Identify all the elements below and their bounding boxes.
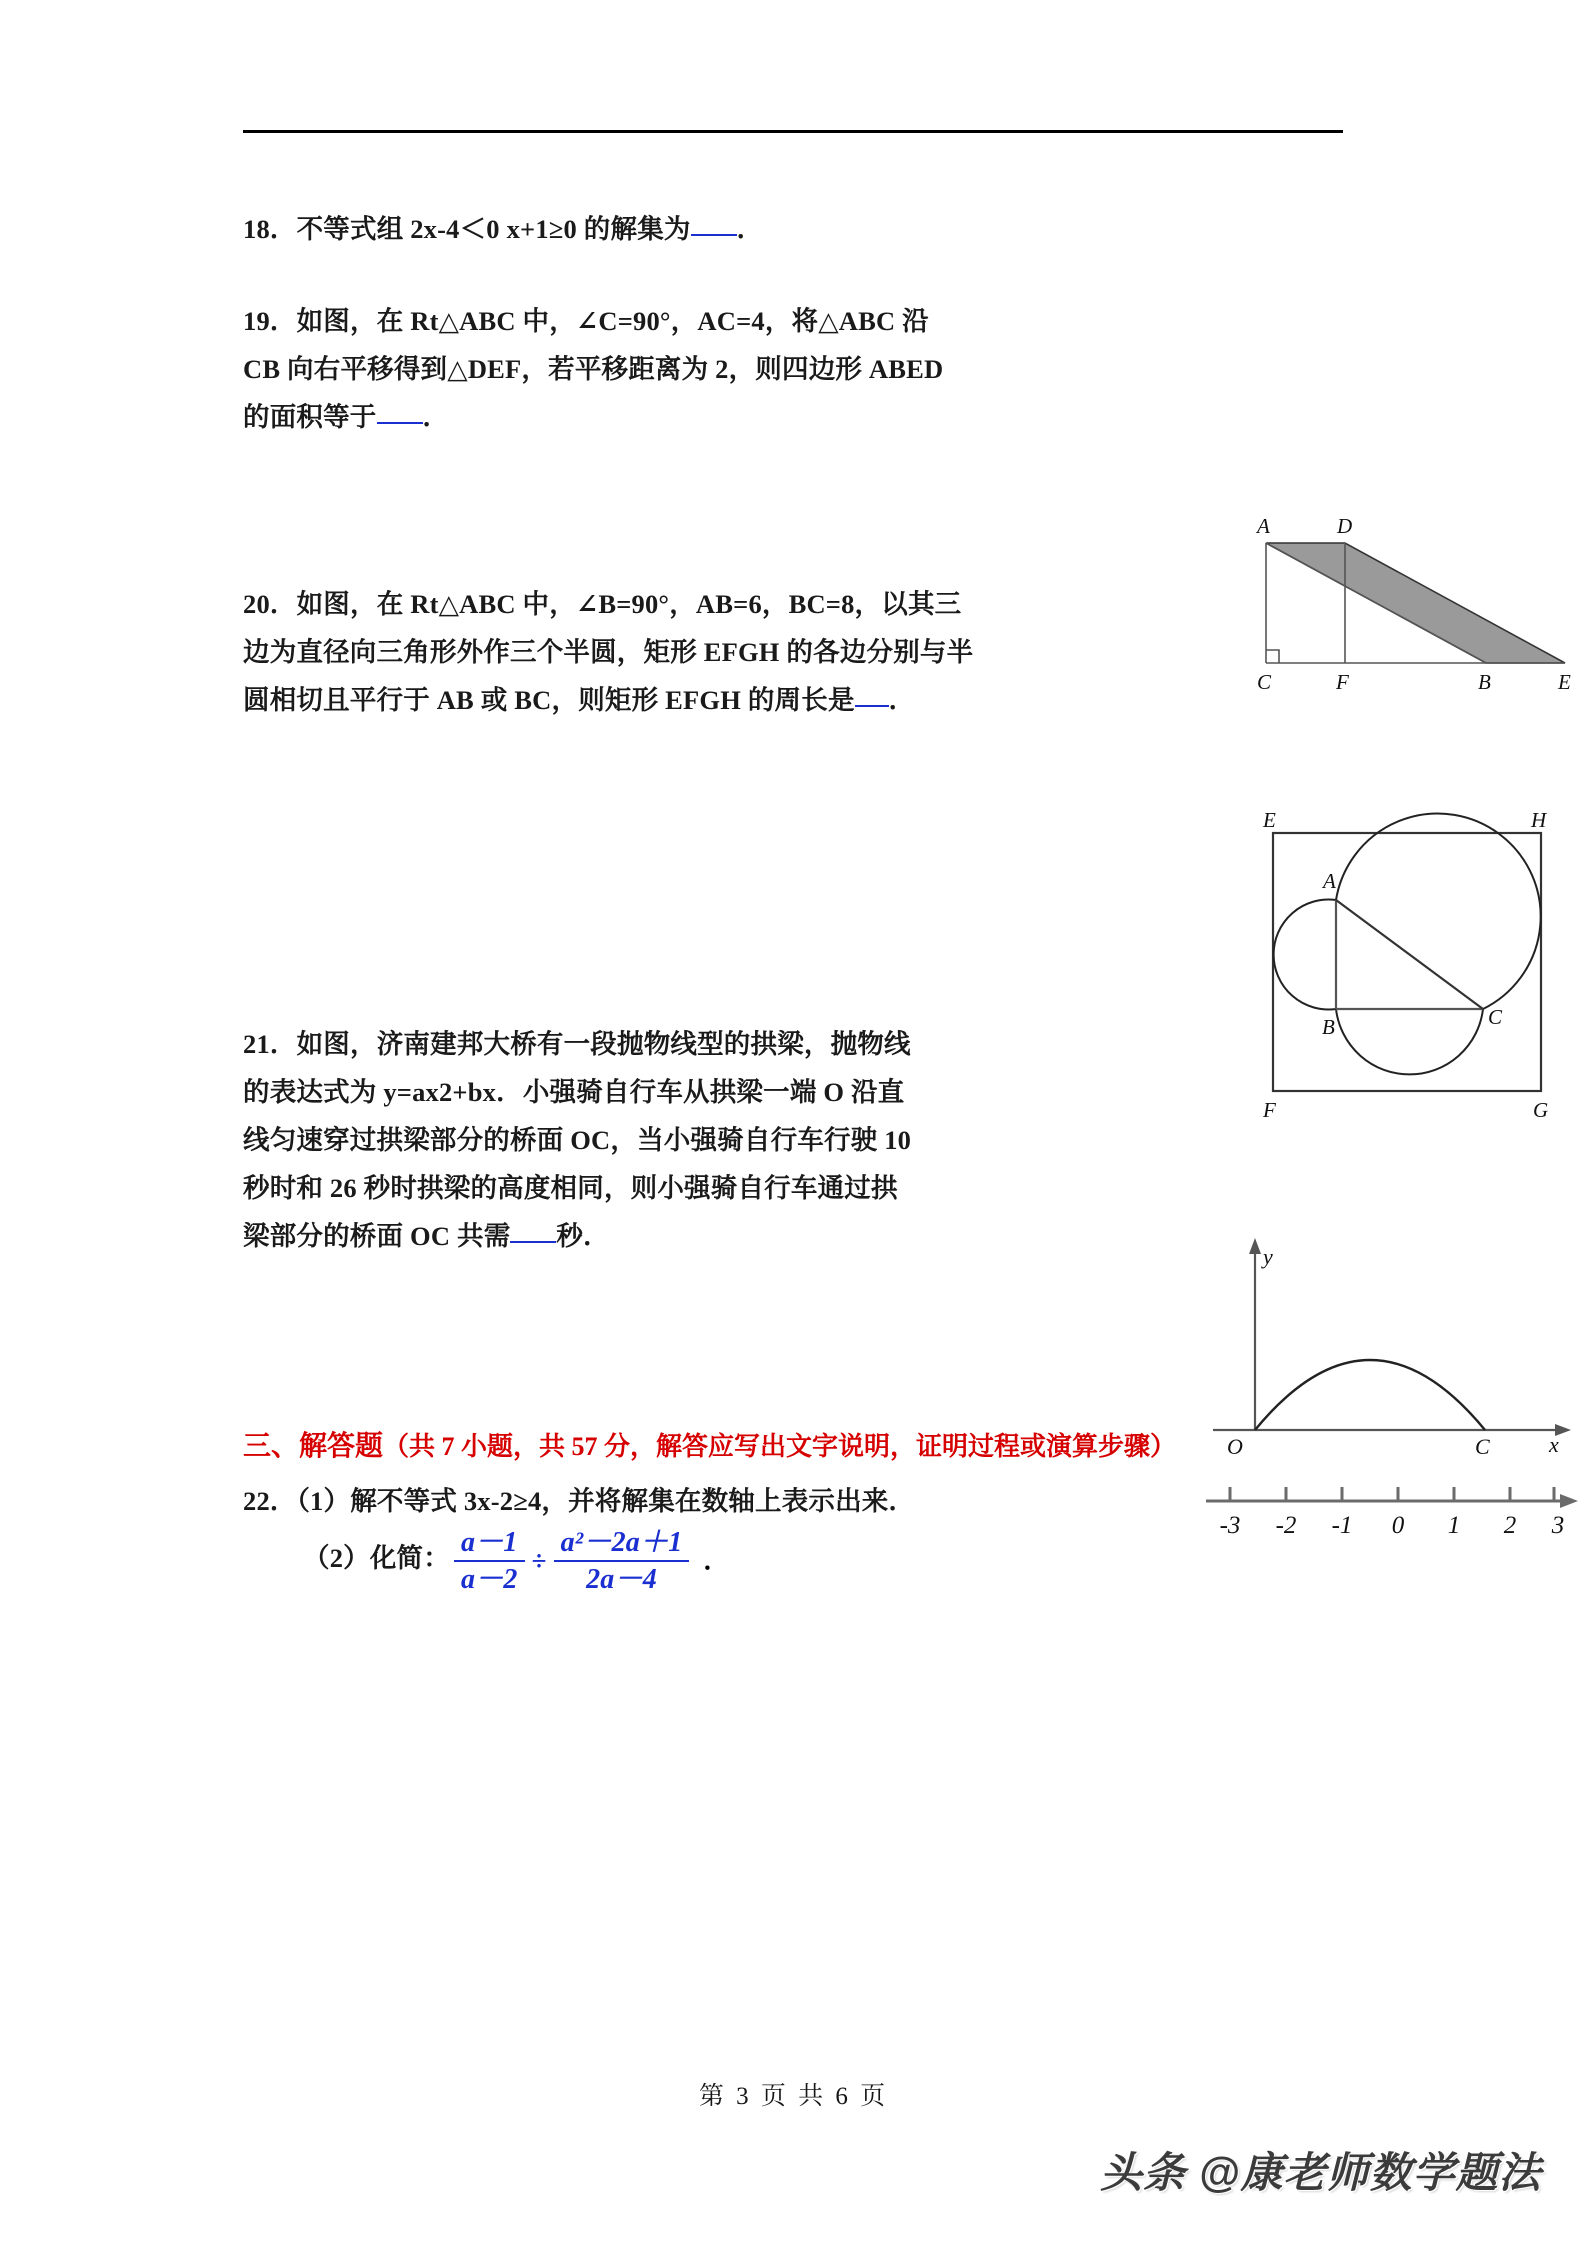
question-18-text: 不等式组 2x-4＜0 x+1≥0 的解集为	[296, 214, 691, 244]
tick-label: 1	[1447, 1512, 1461, 1539]
figure-21	[1213, 1230, 1583, 1460]
question-19-number: 19．	[243, 306, 297, 336]
figure-21-svg	[1213, 1230, 1583, 1460]
question-22-part2-label: （2）	[303, 1543, 370, 1574]
section-3-detail: （共 7 小题，共 57 分，解答应写出文字说明，证明过程或演算步骤）	[383, 1432, 1177, 1461]
figure-19-label-E: E	[1558, 670, 1571, 694]
figure-20-label-E: E	[1263, 808, 1276, 832]
question-19-line1: 19．如图，在 Rt△ABC 中，∠C=90°，AC=4，将△ABC 沿	[243, 306, 929, 336]
section-3-title: 三、解答题	[243, 1431, 384, 1462]
semicircle-on-BC	[1336, 1009, 1483, 1074]
question-20-line3: 圆相切且平行于 AB 或 BC，则矩形 EFGH 的周长是 ．	[243, 685, 916, 715]
number-line-ticks	[1230, 1487, 1554, 1501]
figure-19-label-C: C	[1257, 670, 1272, 694]
figure-20-label-H: H	[1531, 808, 1547, 832]
question-22-number: 22．	[243, 1486, 297, 1516]
figure-19-label-F: F	[1336, 670, 1349, 694]
simplify-expression	[450, 1525, 730, 1597]
tick-label: 2	[1503, 1512, 1517, 1539]
semicircle-on-AB	[1274, 900, 1336, 1010]
question-21	[243, 1020, 963, 1260]
right-angle-mark	[1266, 650, 1279, 663]
shaded-parallelogram	[1266, 543, 1565, 663]
number-line-arrow	[1560, 1494, 1578, 1508]
fraction-1-numerator: a－1	[460, 1527, 518, 1558]
figure-19-label-A: A	[1257, 514, 1270, 538]
question-21-line1: 21．如图，济南建邦大桥有一段抛物线型的拱梁，抛物线	[243, 1029, 911, 1059]
question-19-line3: 的面积等于 ．	[243, 402, 450, 432]
question-20	[243, 580, 1033, 724]
question-22-part1	[243, 1477, 973, 1525]
question-19	[243, 297, 983, 441]
fraction-1-denominator: a－2	[460, 1564, 518, 1596]
question-21-line5: 梁部分的桥面 OC 共需 秒．	[243, 1221, 610, 1251]
question-21-line3: 线匀速穿过拱梁部分的桥面 OC，当小强骑自行车行驶 10	[243, 1125, 912, 1155]
question-20-line1: 20．如图，在 Rt△ABC 中，∠B=90°，AB=6，BC=8，以其三	[243, 589, 962, 619]
watermark: 头条 @康老师数学题法	[1100, 2149, 1542, 2196]
parabola-curve	[1255, 1360, 1485, 1430]
question-19-blank[interactable]	[377, 422, 423, 424]
question-21-line2: 的表达式为 y=ax2+bx．小强骑自行车从拱梁一端 O 沿直	[243, 1077, 905, 1107]
figure-21-label-O: O	[1227, 1434, 1243, 1459]
number-line	[1198, 1467, 1587, 1557]
question-22-part2-text: 化简：	[369, 1543, 450, 1574]
question-20-blank[interactable]	[855, 705, 889, 707]
tick-label: 3	[1551, 1512, 1565, 1539]
number-line-svg	[1198, 1467, 1587, 1557]
header-rule	[243, 130, 1343, 133]
y-axis-arrow	[1249, 1238, 1261, 1254]
figure-21-label-y: y	[1263, 1244, 1273, 1269]
fraction-1	[454, 1525, 525, 1597]
question-21-blank[interactable]	[510, 1241, 556, 1243]
question-19-line2: CB 向右平移得到△DEF，若平移距离为 2，则四边形 ABED	[243, 354, 944, 384]
figure-19-label-D: D	[1337, 514, 1353, 538]
expression-period: ．	[703, 1546, 730, 1576]
fraction-2-denominator: 2a－4	[586, 1564, 657, 1596]
figure-19-svg	[1233, 505, 1587, 695]
question-22-part1-text: 解不等式 3x-2≥4，并将解集在数轴上表示出来．	[350, 1486, 916, 1516]
figure-19	[1233, 505, 1587, 695]
figure-20-label-F: F	[1263, 1098, 1276, 1122]
figure-20-label-C: C	[1488, 1005, 1503, 1029]
question-18	[243, 205, 943, 253]
figure-20-label-B: B	[1322, 1015, 1335, 1039]
segment-AC	[1336, 900, 1483, 1009]
fraction-2-numerator: a²－2a＋1	[560, 1527, 683, 1558]
question-20-number: 20．	[243, 589, 297, 619]
figure-21-label-C: C	[1475, 1434, 1490, 1459]
question-22-part2	[303, 1525, 730, 1597]
rectangle-EFGH	[1273, 833, 1541, 1091]
question-18-period: ．	[736, 214, 764, 244]
section-3-header	[243, 1427, 1353, 1467]
tick-label: -2	[1275, 1512, 1297, 1539]
fraction-2	[554, 1525, 690, 1597]
figure-20-svg	[1243, 805, 1573, 1125]
question-21-line4: 秒时和 26 秒时拱梁的高度相同，则小强骑自行车通过拱	[243, 1173, 898, 1203]
question-18-blank[interactable]	[691, 234, 737, 236]
number-line-labels	[1220, 1512, 1565, 1539]
question-21-number: 21．	[243, 1029, 297, 1059]
division-operator: ÷	[531, 1546, 547, 1577]
tick-label: -3	[1219, 1512, 1241, 1539]
semicircle-on-AC	[1336, 814, 1541, 1009]
page-footer: 第 3 页 共 6 页	[698, 2083, 889, 2110]
question-22-part1-label: （1）	[296, 1486, 351, 1516]
figure-20-label-G: G	[1533, 1098, 1549, 1122]
figure-19-label-B: B	[1478, 670, 1491, 694]
figure-20-label-A: A	[1323, 869, 1336, 893]
figure-20	[1243, 805, 1573, 1125]
tick-label: -1	[1331, 1512, 1353, 1539]
tick-label: 0	[1391, 1512, 1405, 1539]
figure-21-label-x: x	[1549, 1432, 1559, 1457]
question-20-line2: 边为直径向三角形外作三个半圆，矩形 EFGH 的各边分别与半	[243, 637, 974, 667]
question-18-number: 18．	[243, 214, 297, 244]
